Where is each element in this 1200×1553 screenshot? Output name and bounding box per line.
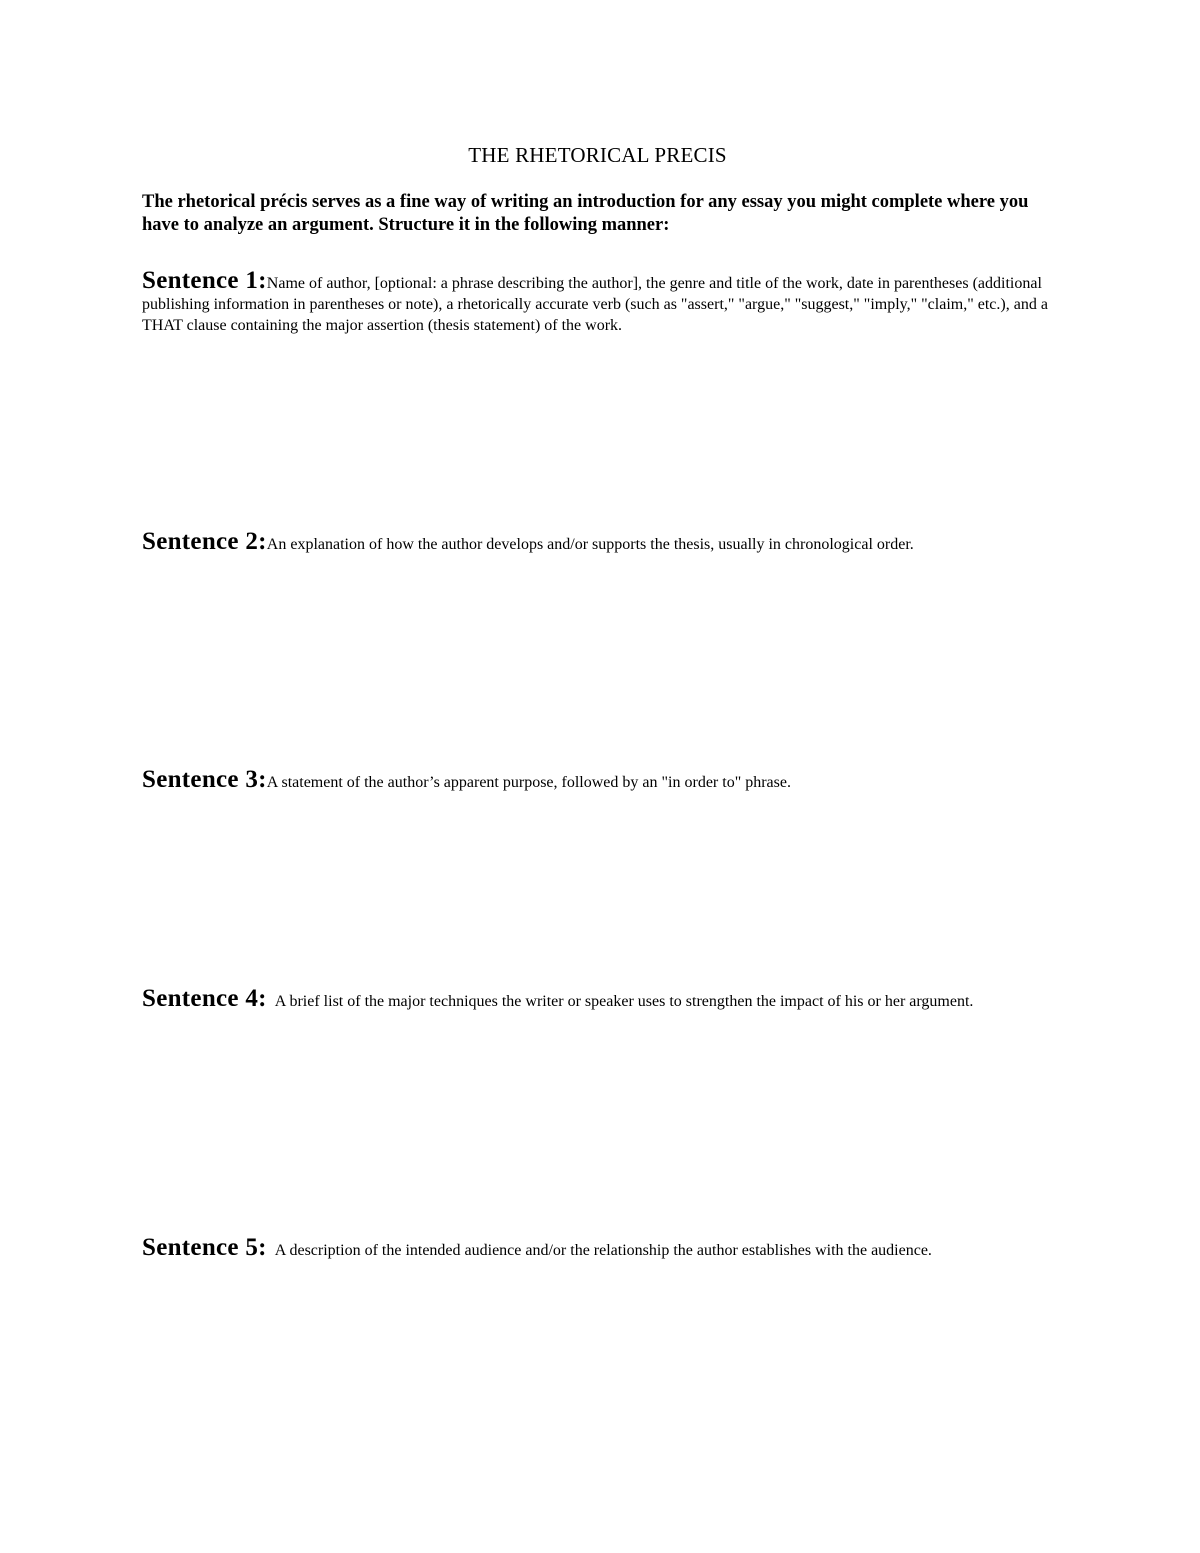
sentence-3-text: A statement of the author’s apparent purpose, followed by an "in order to" phrase. xyxy=(266,774,791,791)
sentence-3-label: Sentence 3: xyxy=(142,766,267,793)
sentence-3-block xyxy=(142,766,1057,793)
sentence-4-text: A brief list of the major techniques the writer or speaker uses to strengthen the impact of his or her argument. xyxy=(274,993,974,1010)
sentence-1-text: Name of author, [optional: a phrase describing the author], the genre and title of the work, date in parentheses (additional publishing information in parentheses or note), a rhetorically accurate verb (such as "assert," "argue," "suggest," "imply," "claim," etc.), and a THAT clause containing the major assertion (thesis statement) of the work. xyxy=(142,275,1048,334)
sentence-1-label: Sentence 1: xyxy=(142,267,267,294)
sentence-2-text: An explanation of how the author develops and/or supports the thesis, usually in chronological order. xyxy=(266,536,914,553)
sentence-2-label: Sentence 2: xyxy=(142,528,267,555)
intro-paragraph: The rhetorical précis serves as a fine way of writing an introduction for any essay you might complete where you have to analyze an argument. Structure it in the following manner: xyxy=(142,192,1029,235)
sentence-4-label: Sentence 4: xyxy=(142,985,267,1012)
page-title: THE RHETORICAL PRECIS xyxy=(468,143,727,167)
sentence-5-text: A description of the intended audience and/or the relationship the author establishes with the audience. xyxy=(274,1242,932,1259)
sentence-5-block xyxy=(142,1234,1057,1261)
sentence-4-block xyxy=(142,985,1057,1012)
sentence-5-label: Sentence 5: xyxy=(142,1234,267,1261)
sentence-1-block xyxy=(142,267,1057,336)
sentence-2-block xyxy=(142,528,1057,555)
